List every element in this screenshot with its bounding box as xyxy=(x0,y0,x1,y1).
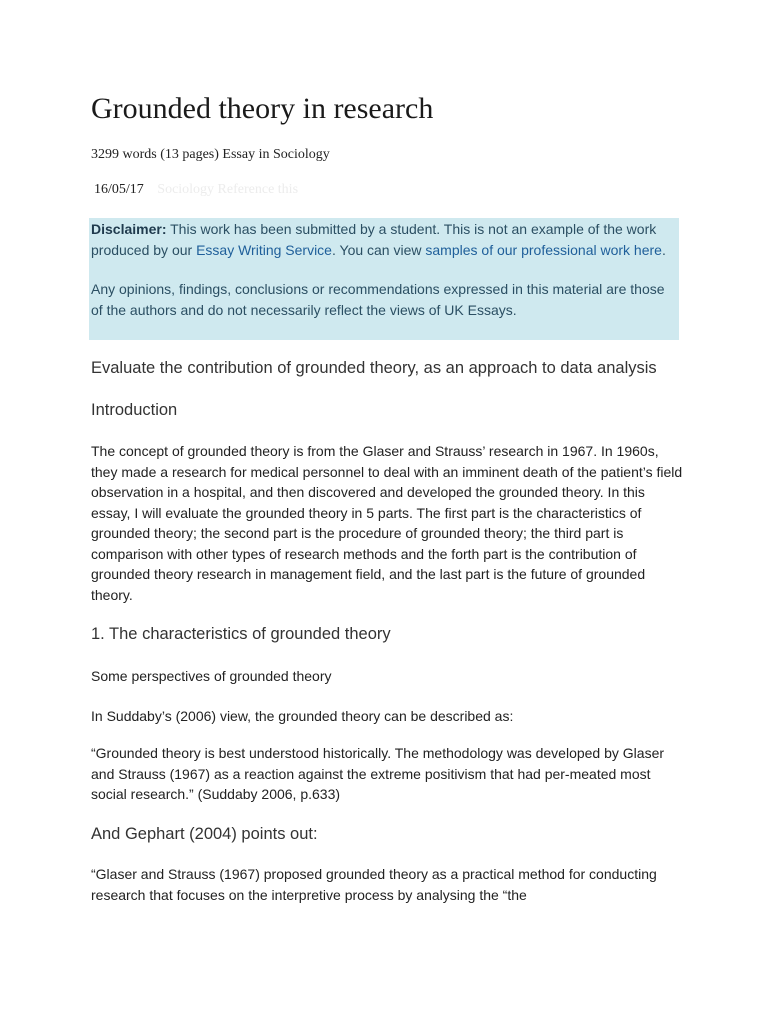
section-heading-characteristics: 1. The characteristics of grounded theory xyxy=(91,625,391,643)
samples-link[interactable]: samples of our professional work here xyxy=(425,241,662,258)
publish-date: 16/05/17 xyxy=(94,182,144,197)
date-line xyxy=(94,182,298,198)
disclaimer-text-3: . xyxy=(661,241,666,258)
perspectives-subheading: Some perspectives of grounded theory xyxy=(91,668,332,684)
page-title: Grounded theory in research xyxy=(91,92,434,125)
disclaimer-box xyxy=(89,218,679,340)
disclaimer-paragraph-2: Any opinions, findings, conclusions or recommendations expressed in this material are those of the authors and do not necessarily reflect the views of UK Essays. xyxy=(91,281,665,318)
suddaby-intro: In Suddaby’s (2006) view, the grounded theory can be described as: xyxy=(91,708,514,724)
question-heading: Evaluate the contribution of grounded theory, as an approach to data analysis xyxy=(91,359,657,377)
essay-writing-service-link[interactable]: Essay Writing Service xyxy=(196,241,332,258)
disclaimer-paragraph-1 xyxy=(91,219,679,260)
gephart-quote: “Glaser and Strauss (1967) proposed grounded theory as a practical method for conducting research that focuses on the interpretive process by analysing the “the xyxy=(91,866,657,903)
essay-meta: 3299 words (13 pages) Essay in Sociology xyxy=(91,147,330,162)
introduction-heading: Introduction xyxy=(91,401,178,419)
suddaby-quote: “Grounded theory is best understood historically. The methodology was developed by Glaser and Strauss (1967) as a reaction against the extreme positivism that had per-meated most social research.” (Suddaby 2006, p.633) xyxy=(91,745,665,802)
introduction-paragraph: The concept of grounded theory is from the Glaser and Strauss’ research in 1967. In 1960s, they made a research for medical personnel to deal with an imminent death of the patient’s field observation in a hospital, and then discovered and developed the grounded theory. In this essay, I will evaluate the grounded theory in 5 parts. The first part is the characteristics of grounded theory; the second part is the procedure of grounded theory; the third part is comparison with other types of research methods and the forth part is the contribution of grounded theory research in management field, and the last part is the future of grounded theory. xyxy=(91,443,683,603)
disclaimer-label: Disclaimer: xyxy=(91,221,167,237)
gephart-heading: And Gephart (2004) points out: xyxy=(91,825,318,843)
faint-category-links[interactable]: Sociology Reference this xyxy=(157,182,299,197)
disclaimer-text-1: This work has been submitted by a student. This is not an example of the work produced by our xyxy=(91,221,657,258)
disclaimer-text-2: . You can view xyxy=(331,241,426,258)
